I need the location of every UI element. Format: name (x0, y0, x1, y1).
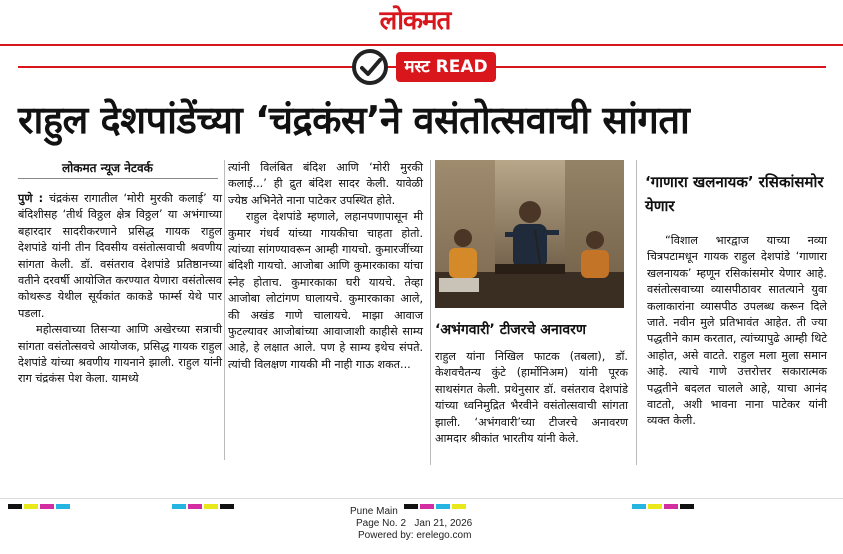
column-divider (224, 160, 225, 460)
powered-by: Powered by: erelego.com (358, 530, 472, 541)
sidebar-right-body (647, 233, 827, 430)
dateline: पुणे : (18, 192, 44, 205)
page-number: Page No. 2 (356, 518, 407, 529)
article-column-2 (228, 160, 423, 373)
checkmark-icon (352, 49, 388, 85)
must-read-badge: मस्ट READ (396, 52, 496, 82)
sidebar-mid-body (435, 349, 628, 447)
color-registration-marks (172, 494, 236, 499)
sidebar-mid-paragraph: राहुल यांना निखिल फाटक (तबला), डॉ. केशवचैतन्य कुंटे (हार्मोनिअम) यांनी पूरक साथसंगत केली. प्रथेनुसार डॉ. वसंतराव देशपांडे यांच्या ध्वनिमुद्रित भैरवीने वसंतोत्सवाची सांगता झाली. ‘अभंगवारी’च्या टीजरचे अनावरण आमदार श्रीकांत भारतीय यांनी केले. (435, 350, 628, 446)
column1-paragraph-1: चंद्रकंस रागातील ‘मोरी मुरकी कलाई’ या बंदिशीसह ‘तीर्थ विठ्ठल क्षेत्र विठ्ठल’ या अभंगाच्या बहारदार सादरीकरणाने प्रसिद्ध गायक राहुल देशपांडे यांनी तीन दिवसीय वसंतोत्सवाची श्रवणीय सांगता केली. डॉ. वसंतराव देशपांडे प्रतिष्ठानच्या वतीने दरवर्षी आयोजित करण्यात येणारा वसंतोत्सव कोथरूड येथील सूर्यकांत काकडे फार्म्स येथे पार पडला. (18, 192, 222, 320)
epaper-footer (330, 506, 510, 542)
lokmat-logo: लोकमत (379, 6, 451, 36)
edition-name: Pune Main (350, 506, 398, 517)
byline-rule (18, 178, 218, 179)
article-column-1 (18, 191, 222, 388)
color-registration-marks (632, 494, 696, 499)
column2-paragraph-1: त्यांनी विलंबित बंदिश आणि ‘मोरी मुरकी कलाई...’ ही द्रुत बंदिश सादर केली. यावेळी ज्येष्ठ अभिनेते नाना पाटेकर उपस्थित होते. (228, 161, 423, 207)
byline: लोकमत न्यूज नेटवर्क (62, 161, 153, 175)
masthead-rule (0, 44, 843, 46)
sidebar-right-paragraph: “विशाल भारद्वाज याच्या नव्या चित्रपटामधून गायक राहुल देशपांडे ‘गाणारा खलनायक’ म्हणून रसिकांसमोर येणार आहे. वसंतोत्सवाच्या व्यासपीठावर सातत्याने युवा कलाकारांना व्यासपीठ उपलब्ध करून दिले जाते. नवीन मुले प्रतिभावंत आहेत. ती ज्या पद्धतीने काम करतात, त्यांच्यापुढे आम्ही थिटे आहोत, असे वाटते. राहुल मला मुला समान आहे. त्याचे गाणे उत्तरोत्तर सकारात्मक पद्धतीने बदलत चालले आहे, याचा आनंद वाटतो, अशी भावना नाना पाटेकर यांनी व्यक्त केली. (647, 234, 827, 428)
publish-date: Jan 21, 2026 (414, 518, 473, 529)
column1-paragraph-2: महोत्सवाच्या तिसऱ्या आणि अखेरच्या सत्राची सांगता वसंतोत्सवचे आयोजक, प्रसिद्ध गायक राहुल देशपांडे यांच्या श्रवणीय गायनाने झाली. राहुल यांनी राग चंद्रकंस पेश केला. यामध्ये (18, 323, 222, 386)
sidebar-mid-heading: ‘अभंगवारी’ टीजरचे अनावरण (435, 322, 586, 338)
column-divider (430, 160, 431, 465)
color-registration-marks (404, 494, 468, 499)
color-registration-marks (8, 494, 72, 499)
headline: राहुल देशपांडेंच्या ‘चंद्रकंस’ने वसंतोत्सवाची सांगता (18, 98, 690, 142)
column-divider (636, 160, 637, 465)
sidebar-right-heading: ‘गाणारा खलनायक’ रसिकांसमोर येणार (645, 173, 824, 215)
concert-photo (435, 160, 624, 308)
column2-paragraph-2: राहुल देशपांडे म्हणाले, लहानपणापासून मी कुमार गंधर्व यांच्या गायकीचा चाहता होतो. त्यांच्या सांगण्यावरून आम्ही गायचो. कुमारजींच्या बंदिशी गायचो. आजोबा आणि कुमारकाका यांचा स्नेह होताच. कुमारकाका घरी यायचे. तेव्हा आजोबा लोटांगण घालायचे. कुमारकाका आले, की अखंड गाणे चालायचे. माझा आवाज फुटल्यावर आजोबांच्या आवाजाशी काहीसे साम्य आहे, हे लक्षात आले. पण हे साम्य इथेच संपते. त्यांची विलक्षण गायकी मी नाही गाऊ शकत... (228, 210, 423, 371)
